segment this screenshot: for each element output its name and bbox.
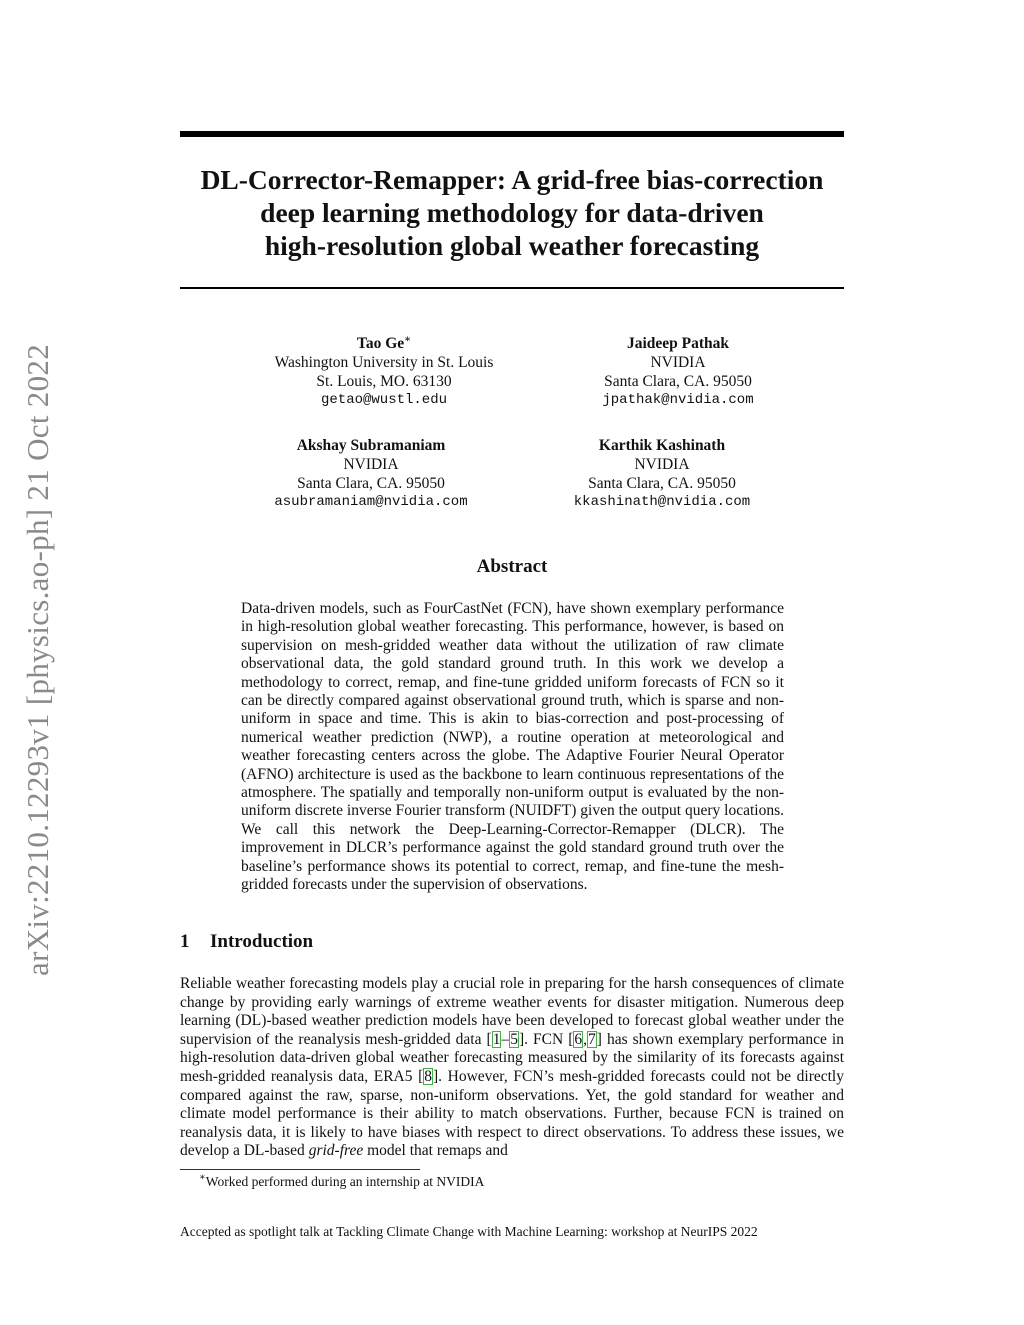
citation-link[interactable]: 1 [492, 1030, 501, 1048]
citation-link[interactable]: 6 [574, 1030, 583, 1048]
title-bottom-rule [180, 287, 844, 289]
footnote-text: Worked performed during an internship at NVIDIA [205, 1174, 485, 1189]
title-line: high-resolution global weather forecasting [264, 230, 760, 261]
citation-link[interactable]: 8 [424, 1067, 432, 1085]
author-block [518, 334, 838, 410]
author-name: Jaideep Pathak [626, 335, 730, 352]
section-heading [180, 931, 313, 953]
footnote-marker: ∗ [404, 334, 412, 345]
author-block [224, 334, 544, 410]
citation-link[interactable]: 7 [588, 1030, 596, 1048]
author-address: Santa Clara, CA. 95050 [604, 373, 752, 390]
author-affiliation: Washington University in St. Louis [274, 354, 494, 371]
author-block [502, 436, 822, 512]
author-name: Akshay Subramaniam [296, 437, 446, 454]
author-name: Karthik Kashinath [598, 437, 726, 454]
venue-footer: Accepted as spotlight talk at Tackling Climate Change with Machine Learning: workshop at NeurIPS 2022 [180, 1224, 758, 1239]
author-address: St. Louis, MO. 63130 [316, 373, 452, 390]
intro-paragraph: Reliable weather forecasting models play a crucial role in preparing for the harsh consequences of climate change by providing early warnings of extreme weather events for disaster mitigation. Numerous deep learning (DL)-based weather prediction models have been developed to forecast global weather under the supervision of the reanalysis mesh-gridded data [1–5]. FCN [6,7] has shown exemplary performance in high-resolution data-driven global weather forecasting measured by the similarity of its forecasts against mesh-gridded reanalysis data, ERA5 [8]. However, FCN’s mesh-gridded forecasts could not be directly compared against the raw, sparse, non-uniform observations. Yet, the gold standard for weather and climate model performance is their ability to match observations. Further, because FCN is trained on reanalysis data, it is likely to have biases with respect to direct observations. To address these issues, we develop a DL-based grid-free model that remaps and [180, 975, 844, 1160]
footnote-rule [180, 1169, 420, 1170]
arxiv-stamp [12, 320, 64, 1000]
author-email[interactable]: kkashinath@nvidia.com [573, 494, 751, 510]
citation-link[interactable]: 5 [510, 1030, 518, 1048]
footnote [199, 1174, 484, 1190]
section-title: Introduction [210, 931, 314, 952]
author-email[interactable]: jpathak@nvidia.com [602, 392, 754, 408]
author-email[interactable]: getao@wustl.edu [320, 392, 448, 408]
author-affiliation: NVIDIA [634, 456, 690, 473]
author-address: Santa Clara, CA. 95050 [297, 475, 445, 492]
title-line: deep learning methodology for data-driven [260, 197, 764, 228]
footnote-marker: ∗ [199, 1172, 206, 1183]
section-number: 1 [180, 931, 190, 952]
author-affiliation: NVIDIA [650, 354, 706, 371]
author-block [211, 436, 531, 512]
arxiv-stamp-text: arXiv:2210.12293v1 [physics.ao-ph] 21 Oct 2022 [20, 344, 56, 976]
author-address: Santa Clara, CA. 95050 [588, 475, 736, 492]
title-line: DL-Corrector-Remapper: A grid-free bias-correction [200, 164, 824, 195]
emphasis-grid-free: grid-free [308, 1142, 364, 1160]
title-top-rule [180, 131, 844, 137]
paper-title [180, 163, 844, 262]
abstract-heading: Abstract [476, 556, 548, 577]
author-email[interactable]: asubramaniam@nvidia.com [274, 494, 468, 510]
abstract-text: Data-driven models, such as FourCastNet (FCN), have shown exemplary performance in high-resolution global weather forecasting. This performance, however, is based on supervision on mesh-gridded weather data without the utilization of raw climate observational data, the gold standard ground truth. In this work we develop a methodology to correct, remap, and fine-tune gridded uniform forecasts of FCN so it can be directly compared against observational ground truth, which is sparse and non-uniform in space and time. This is akin to bias-correction and post-processing of numerical weather prediction (NWP), a routine operation at meteorological and weather forecasting centers across the globe. The Adaptive Fourier Neural Operator (AFNO) architecture is used as the backbone to learn continuous representations of the atmosphere. The spatially and temporally non-uniform output is evaluated by the non-uniform discrete inverse Fourier transform (NUIDFT) given the output query locations. We call this network the Deep-Learning-Corrector-Remapper (DLCR). The improvement in DLCR’s performance against the gold standard ground truth over the baseline’s performance shows its potential to correct, remap, and fine-tune the mesh-gridded forecasts under the supervision of observations. [241, 600, 784, 894]
author-affiliation: NVIDIA [343, 456, 399, 473]
author-name: Tao Ge∗ [356, 334, 412, 352]
